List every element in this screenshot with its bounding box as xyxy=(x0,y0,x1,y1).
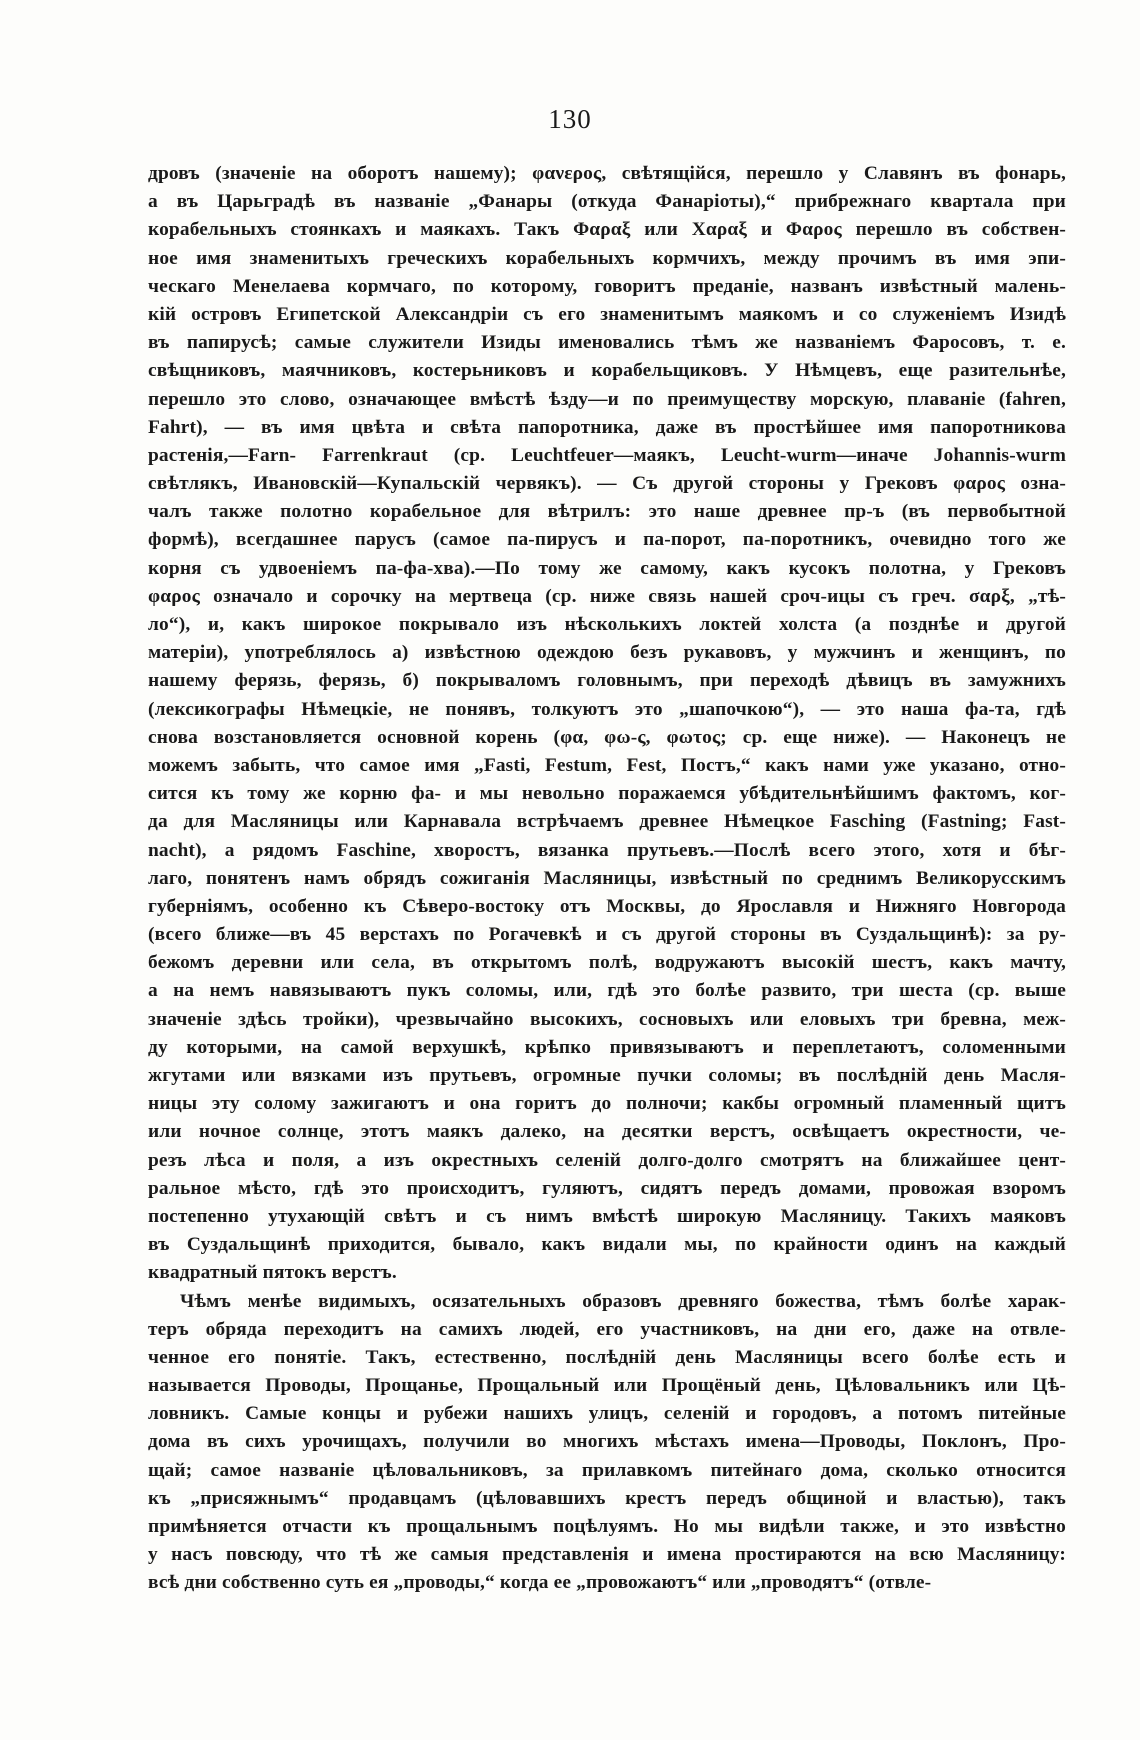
text-line: теръ обряда переходитъ на самихъ людей, его участниковъ, на дни его, даже на отвле- xyxy=(148,1318,1066,1340)
text-line: значеніе здѣсь тройки), чрезвычайно высокихъ, сосновыхъ или еловыхъ три бревна, меж- xyxy=(148,1008,1066,1030)
text-line: въ Суздальщинѣ приходится, бывало, какъ видали мы, по крайности одинъ на каждый xyxy=(148,1234,1066,1256)
text-line: перешло это слово, означающее вмѣстѣ ѣзду—и по преимуществу морскую, плаваніе (fahren, xyxy=(148,388,1066,410)
text-line: Fahrt), — въ имя цвѣта и свѣта папоротника, даже въ простѣйшее имя папоротникова xyxy=(148,416,1066,438)
text-line: снова возстановляется основной корень (φα, φω-ς, φωτος; ср. еще ниже). — Наконецъ не xyxy=(148,726,1066,748)
text-line: растенія,—Farn- Farrenkraut (ср. Leuchtfeuer—маякъ, Leucht-wurm—иначе Johannis-wurm xyxy=(148,444,1066,466)
text-line: а въ Царьградѣ въ названіе „Фанары (откуда Фанаріоты),“ прибрежнаго квартала при xyxy=(148,191,1066,213)
text-line: лаго, понятенъ намъ обрядъ сожиганія Масляницы, извѣстный по среднимъ Великорусскимъ xyxy=(148,867,1066,889)
body-text xyxy=(148,160,1066,1598)
text-line: ральное мѣсто, гдѣ это происходитъ, гуляютъ, сидятъ передъ домами, провожая взоромъ xyxy=(148,1177,1066,1199)
text-line: а на немъ навязываютъ пукъ соломы, или, гдѣ это болѣе развито, три шеста (ср. выше xyxy=(148,980,1066,1002)
paragraph xyxy=(148,160,1066,1288)
text-line: ловникъ. Самые концы и рубежи нашихъ улицъ, селеній и городовъ, а потомъ питейные xyxy=(148,1403,1066,1425)
text-line: матеріи), употреблялось а) извѣстною одеждою безъ рукавовъ, у мужчинъ и женщинъ, по xyxy=(148,642,1066,664)
text-line: (лексикографы Нѣмецкіе, не понявъ, толкуютъ это „шапочкою“), — это наша фа-та, гдѣ xyxy=(148,698,1066,720)
text-line: губерніямъ, особенно къ Сѣверо-востоку отъ Москвы, до Ярославля и Нижняго Новгорода xyxy=(148,895,1066,917)
paragraph xyxy=(148,1288,1066,1598)
text-line: можемъ забыть, что самое имя „Fasti, Festum, Fest, Постъ,“ какъ нами уже указано, отно- xyxy=(148,754,1066,776)
text-line: бежомъ деревни или села, въ открытомъ полѣ, водружаютъ высокій шестъ, какъ мачту, xyxy=(148,952,1066,974)
text-line: сится къ тому же корню фа- и мы невольно поражаемся убѣдительнѣйшимъ фактомъ, ког- xyxy=(148,783,1066,805)
text-line: постепенно утухающій свѣтъ и съ нимъ вмѣстѣ широкую Масляницу. Такихъ маяковъ xyxy=(148,1205,1066,1227)
text-line: жгутами или вязками изъ прутьевъ, огромные пучки соломы; въ послѣдній день Масля- xyxy=(148,1065,1066,1086)
text-line: чалъ также полотно корабельное для вѣтрилъ: это наше древнее пр-ъ (въ первобытной xyxy=(148,501,1066,523)
page-number: 130 xyxy=(548,104,592,134)
text-line: дровъ (значеніе на оборотъ нашему); φανερος, свѣтящійся, перешло у Славянъ въ фонарь, xyxy=(148,163,1066,184)
text-line: называется Проводы, Прощанье, Прощальный или Прощёный день, Цѣловальникъ или Цѣ- xyxy=(148,1375,1066,1397)
text-line: къ „присяжнымъ“ продавцамъ (цѣловавшихъ крестъ передъ общиной и властью), такъ xyxy=(148,1487,1066,1509)
text-line: свѣтлякъ, Ивановскій—Купальскій червякъ). — Съ другой стороны у Грековъ φαρος озна- xyxy=(148,473,1066,495)
text-line: да для Масляницы или Карнавала встрѣчаемъ древнее Нѣмецкое Fasching (Fastning; Fast- xyxy=(148,811,1066,833)
text-line: квадратный пятокъ верстъ. xyxy=(148,1262,397,1284)
text-line: у насъ повсюду, что тѣ же самыя представленія и имена простираются на всю Масляницу: xyxy=(148,1544,1066,1566)
text-line: или ночное солнце, этотъ маякъ далеко, на десятки верстъ, освѣщаетъ окрестности, че- xyxy=(148,1121,1066,1143)
text-line: въ папирусѣ; самые служители Изиды именовались тѣмъ же названіемъ Фаросовъ, т. е. xyxy=(148,332,1066,354)
text-line: Чѣмъ менѣе видимыхъ, осязательныхъ образовъ древняго божества, тѣмъ болѣе харак- xyxy=(180,1290,1066,1312)
text-line: ческаго Менелаева кормчаго, по которому, говоритъ преданіе, названъ извѣстный малень- xyxy=(148,275,1066,297)
text-line: ницы эту солому зажигаютъ и она горитъ до полночи; какбы огромный пламенный щитъ xyxy=(148,1093,1066,1115)
text-line: кій островъ Египетской Александріи съ его знаменитымъ маякомъ и со служеніемъ Изидѣ xyxy=(148,303,1066,325)
text-line: формѣ), всегдашнее парусъ (самое па-пирусъ и па-порот, па-поротникъ, очевидно того же xyxy=(148,529,1066,551)
text-line: свѣщниковъ, маячниковъ, костерьниковъ и корабельщиковъ. У Нѣмцевъ, еще разительнѣе, xyxy=(148,360,1066,382)
text-line: (всего ближе—въ 45 верстахъ по Рогачевкѣ и съ другой стороны въ Суздальщинѣ): за ру- xyxy=(148,924,1066,946)
text-line: примѣняется отчасти къ прощальнымъ поцѣлуямъ. Но мы видѣли также, и это извѣстно xyxy=(148,1516,1066,1537)
text-line: корабельныхъ стоянкахъ и маякахъ. Такъ Φαραξ или Χαραξ и Φαρος перешло въ собствен- xyxy=(148,219,1066,241)
text-line: φαρος означало и сорочку на мертвеца (ср. ниже связь нашей сроч-ицы съ греч. σαρξ, „тѣ- xyxy=(148,585,1066,607)
text-line: дома въ сихъ урочищахъ, получили во многихъ мѣстахъ имена—Проводы, Поклонъ, Про- xyxy=(148,1431,1066,1453)
text-line: ное имя знаменитыхъ греческихъ корабельныхъ кормчихъ, между прочимъ въ имя эпи- xyxy=(148,247,1066,269)
text-line: всѣ дни собственно суть ея „проводы,“ когда ее „провожаютъ“ или „проводятъ“ (отвле- xyxy=(148,1572,932,1594)
text-line: корня съ удвоеніемъ па-фа-хва).—По тому же самому, какъ кусокъ полотна, у Грековъ xyxy=(148,557,1066,579)
text-line: nacht), а рядомъ Faschine, хворостъ, вязанка прутьевъ.—Послѣ всего этого, хотя и бѣг- xyxy=(148,839,1066,861)
text-line: ло“), и, какъ широкое покрывало изъ нѣсколькихъ локтей холста (а позднѣе и другой xyxy=(148,614,1066,635)
text-line: резъ лѣса и поля, а изъ окрестныхъ селеній долго-долго смотрятъ на ближайшее цент- xyxy=(148,1149,1066,1171)
text-line: щай; самое названіе цѣловальниковъ, за прилавкомъ питейнаго дома, сколько относится xyxy=(148,1459,1066,1481)
text-line: нашему ферязь, ферязь, б) покрываломъ головнымъ, при переходѣ дѣвицъ въ замужнихъ xyxy=(148,670,1066,692)
text-line: ду которыми, на самой верхушкѣ, крѣпко привязываютъ и переплетаютъ, соломенными xyxy=(148,1036,1066,1058)
text-line: ченное его понятіе. Такъ, естественно, послѣдній день Масляницы всего болѣе есть и xyxy=(148,1346,1066,1368)
